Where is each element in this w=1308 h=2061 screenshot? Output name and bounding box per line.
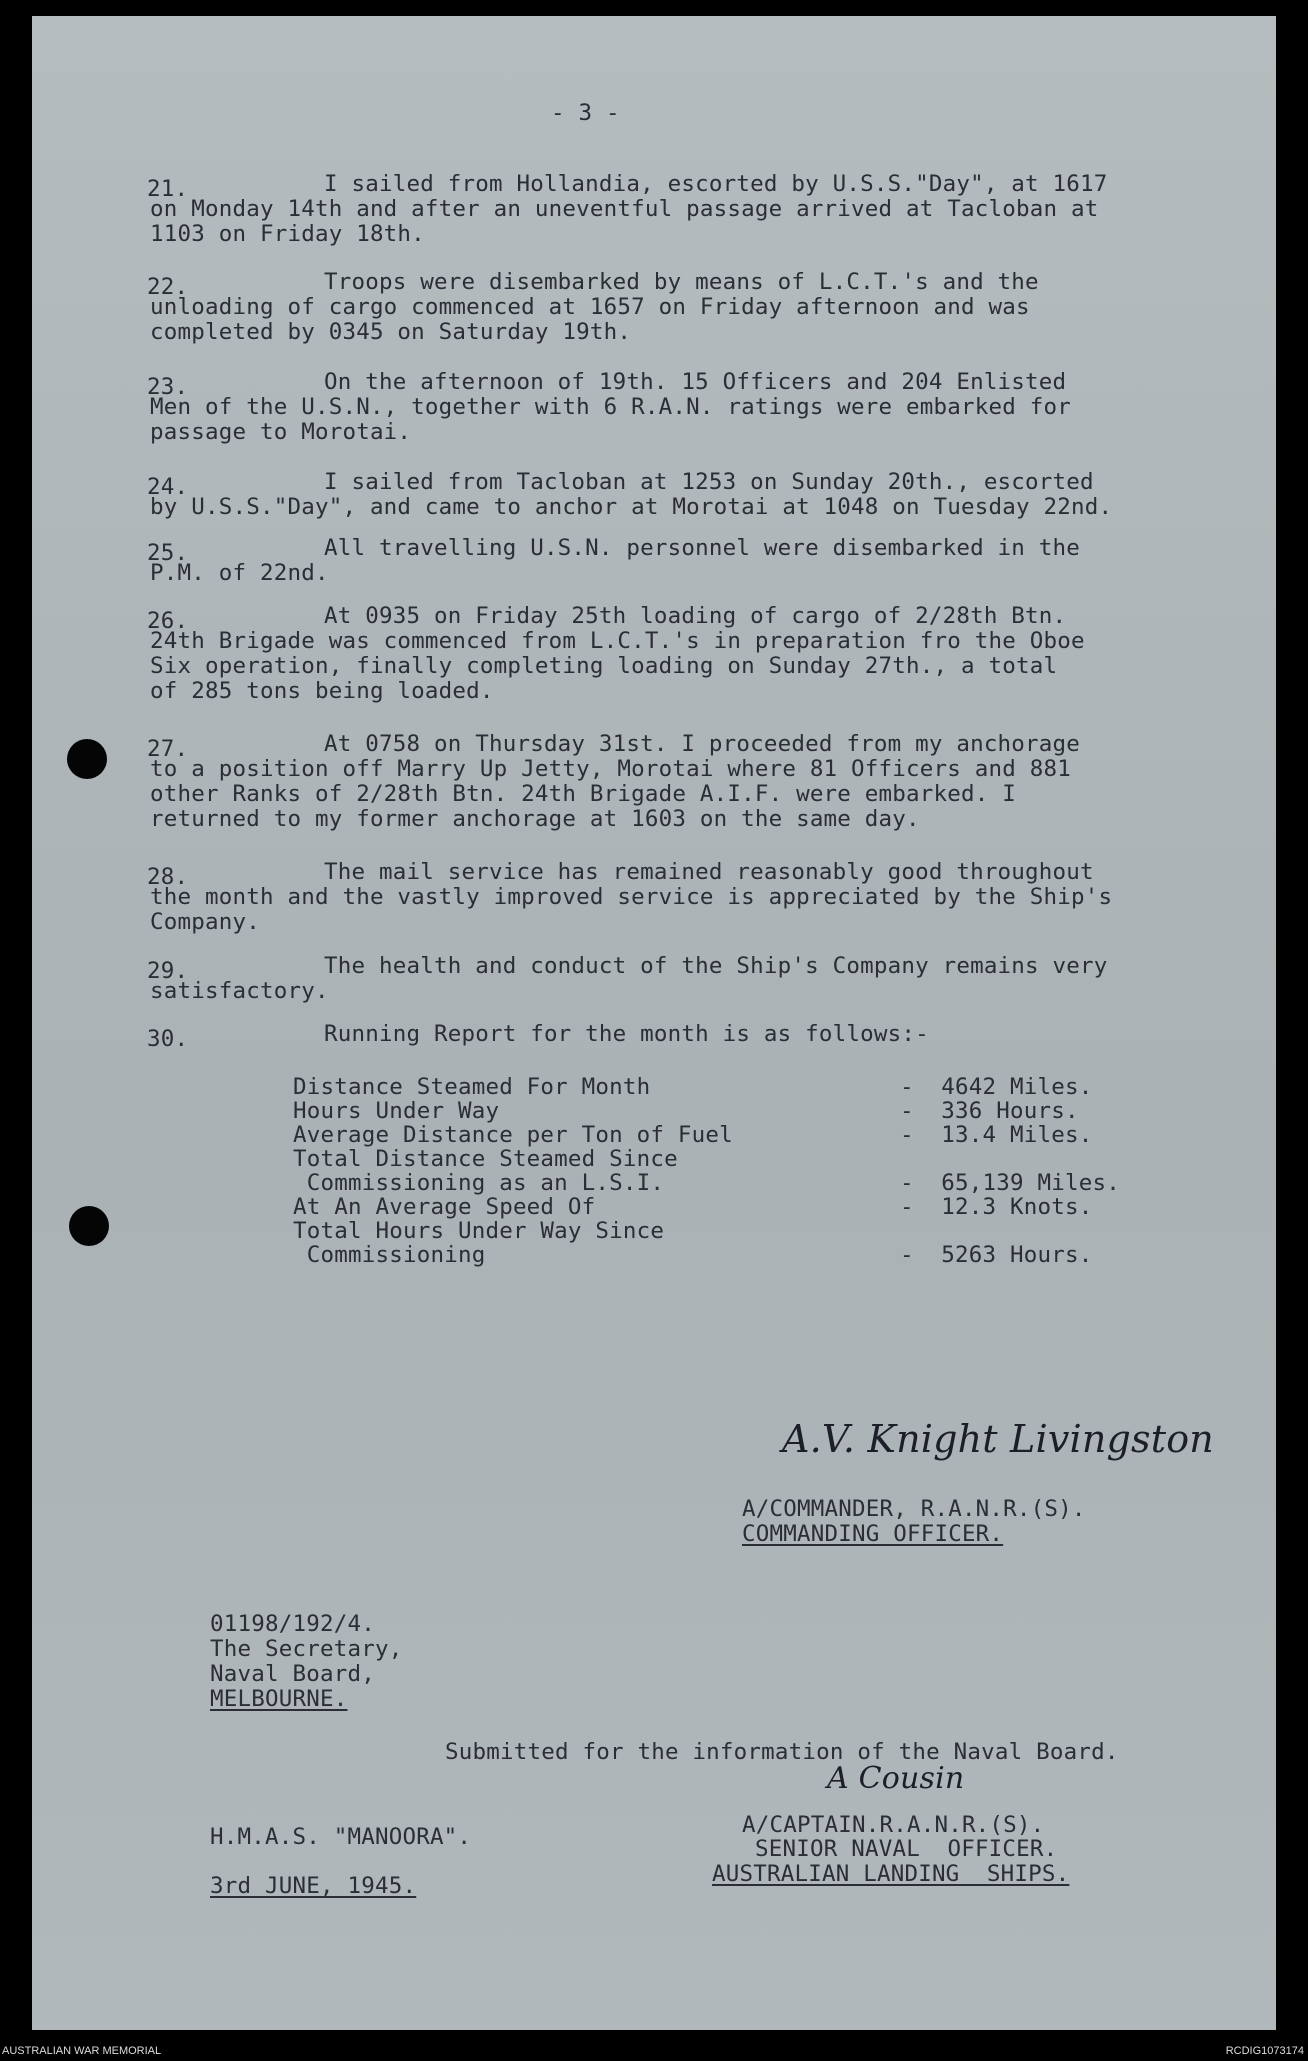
captain-title-2: AUSTRALIAN LANDING SHIPS. xyxy=(712,1861,1070,1887)
punch-hole-top xyxy=(67,739,107,779)
paragraph-first-line: On the afternoon of 19th. 15 Officers and 204 Enlisted xyxy=(324,369,1067,395)
ship-name: H.M.A.S. "MANOORA". xyxy=(210,1824,472,1850)
report-value: - 65,139 Miles. xyxy=(900,1170,1120,1196)
paragraph-line: the month and the vastly improved service is appreciated by the Ship's xyxy=(150,884,1113,910)
paragraph-first-line: At 0758 on Thursday 31st. I proceeded from my anchorage xyxy=(324,731,1081,757)
report-label: Total Hours Under Way Since xyxy=(293,1218,665,1244)
paragraph-first-line: All travelling U.S.N. personnel were disembarked in the xyxy=(324,535,1081,561)
paragraph-line: 1103 on Friday 18th. xyxy=(150,221,425,247)
footer-left: AUSTRALIAN WAR MEMORIAL xyxy=(2,2045,162,2057)
paragraph-line: on Monday 14th and after an uneventful passage arrived at Tacloban at xyxy=(150,196,1099,222)
report-label: At An Average Speed Of xyxy=(293,1194,596,1220)
paragraph-line: Six operation, finally completing loading on Sunday 27th., a total xyxy=(150,653,1058,679)
report-value: - 12.3 Knots. xyxy=(900,1194,1093,1220)
submitted-line: Submitted for the information of the Naval Board. xyxy=(445,1739,1119,1765)
paragraph-number: 24. xyxy=(147,474,189,500)
address-line-1: The Secretary, xyxy=(210,1636,403,1662)
paragraph-number: 25. xyxy=(147,540,189,566)
address-line-3: MELBOURNE. xyxy=(210,1686,348,1712)
paragraph-number: 22. xyxy=(147,274,189,300)
paragraph-number: 26. xyxy=(147,608,189,634)
paragraph-line: other Ranks of 2/28th Btn. 24th Brigade A.I.F. were embarked. I xyxy=(150,781,1017,807)
report-value: - 336 Hours. xyxy=(900,1098,1079,1124)
captain-signature: A Cousin xyxy=(827,1761,965,1796)
report-value: - 4642 Miles. xyxy=(900,1074,1093,1100)
document-page xyxy=(32,16,1276,2030)
paragraph-first-line: The health and conduct of the Ship's Company remains very xyxy=(324,953,1108,979)
paragraph-line: completed by 0345 on Saturday 19th. xyxy=(150,319,632,345)
paragraph-first-line: I sailed from Hollandia, escorted by U.S.S."Day", at 1617 xyxy=(324,171,1108,197)
report-label: Average Distance per Ton of Fuel xyxy=(293,1122,733,1148)
report-label: Commissioning xyxy=(293,1242,486,1268)
report-value: - 13.4 Miles. xyxy=(900,1122,1093,1148)
paragraph-first-line: I sailed from Tacloban at 1253 on Sunday 20th., escorted xyxy=(324,469,1094,495)
footer-right: RCDIG1073174 xyxy=(1225,2045,1304,2057)
paragraph-number: 23. xyxy=(147,374,189,400)
paragraph-first-line: The mail service has remained reasonably good throughout xyxy=(324,859,1094,885)
paragraph-line: passage to Morotai. xyxy=(150,419,412,445)
captain-rank: A/CAPTAIN.R.A.N.R.(S). xyxy=(742,1812,1045,1838)
paragraph-number: 29. xyxy=(147,958,189,984)
paragraph-line: to a position off Marry Up Jetty, Morotai where 81 Officers and 881 xyxy=(150,756,1071,782)
paragraph-line: of 285 tons being loaded. xyxy=(150,678,494,704)
document-date: 3rd JUNE, 1945. xyxy=(210,1873,417,1899)
paragraph-line: Company. xyxy=(150,909,260,935)
paragraph-number: 27. xyxy=(147,736,189,762)
paragraph-line: satisfactory. xyxy=(150,978,329,1004)
commander-title: COMMANDING OFFICER. xyxy=(742,1521,1004,1547)
address-line-2: Naval Board, xyxy=(210,1661,375,1687)
paragraph-line: unloading of cargo commenced at 1657 on Friday afternoon and was xyxy=(150,294,1030,320)
report-label: Total Distance Steamed Since xyxy=(293,1146,678,1172)
paragraph-line: by U.S.S."Day", and came to anchor at Morotai at 1048 on Tuesday 22nd. xyxy=(150,494,1113,520)
paragraph-line: 24th Brigade was commenced from L.C.T.'s in preparation fro the Oboe xyxy=(150,628,1085,654)
commander-rank: A/COMMANDER, R.A.N.R.(S). xyxy=(742,1496,1086,1522)
page-number: - 3 - xyxy=(551,100,620,126)
paragraph-first-line: Troops were disembarked by means of L.C.T.'s and the xyxy=(324,269,1039,295)
commander-signature: A.V. Knight Livingston xyxy=(782,1417,1214,1461)
paragraph-line: P.M. of 22nd. xyxy=(150,560,329,586)
address-ref: 01198/192/4. xyxy=(210,1611,375,1637)
punch-hole-bottom xyxy=(69,1206,109,1246)
paragraph-number: 21. xyxy=(147,176,189,202)
paragraph-first-line: Running Report for the month is as follows:- xyxy=(324,1021,929,1047)
paragraph-first-line: At 0935 on Friday 25th loading of cargo of 2/28th Btn. xyxy=(324,603,1067,629)
report-label: Hours Under Way xyxy=(293,1098,500,1124)
paragraph-number: 30. xyxy=(147,1026,189,1052)
report-value: - 5263 Hours. xyxy=(900,1242,1093,1268)
captain-title-1: SENIOR NAVAL OFFICER. xyxy=(755,1836,1058,1862)
paragraph-line: Men of the U.S.N., together with 6 R.A.N. ratings were embarked for xyxy=(150,394,1071,420)
report-label: Distance Steamed For Month xyxy=(293,1074,651,1100)
report-label: Commissioning as an L.S.I. xyxy=(293,1170,665,1196)
paragraph-number: 28. xyxy=(147,864,189,890)
paragraph-line: returned to my former anchorage at 1603 on the same day. xyxy=(150,806,920,832)
